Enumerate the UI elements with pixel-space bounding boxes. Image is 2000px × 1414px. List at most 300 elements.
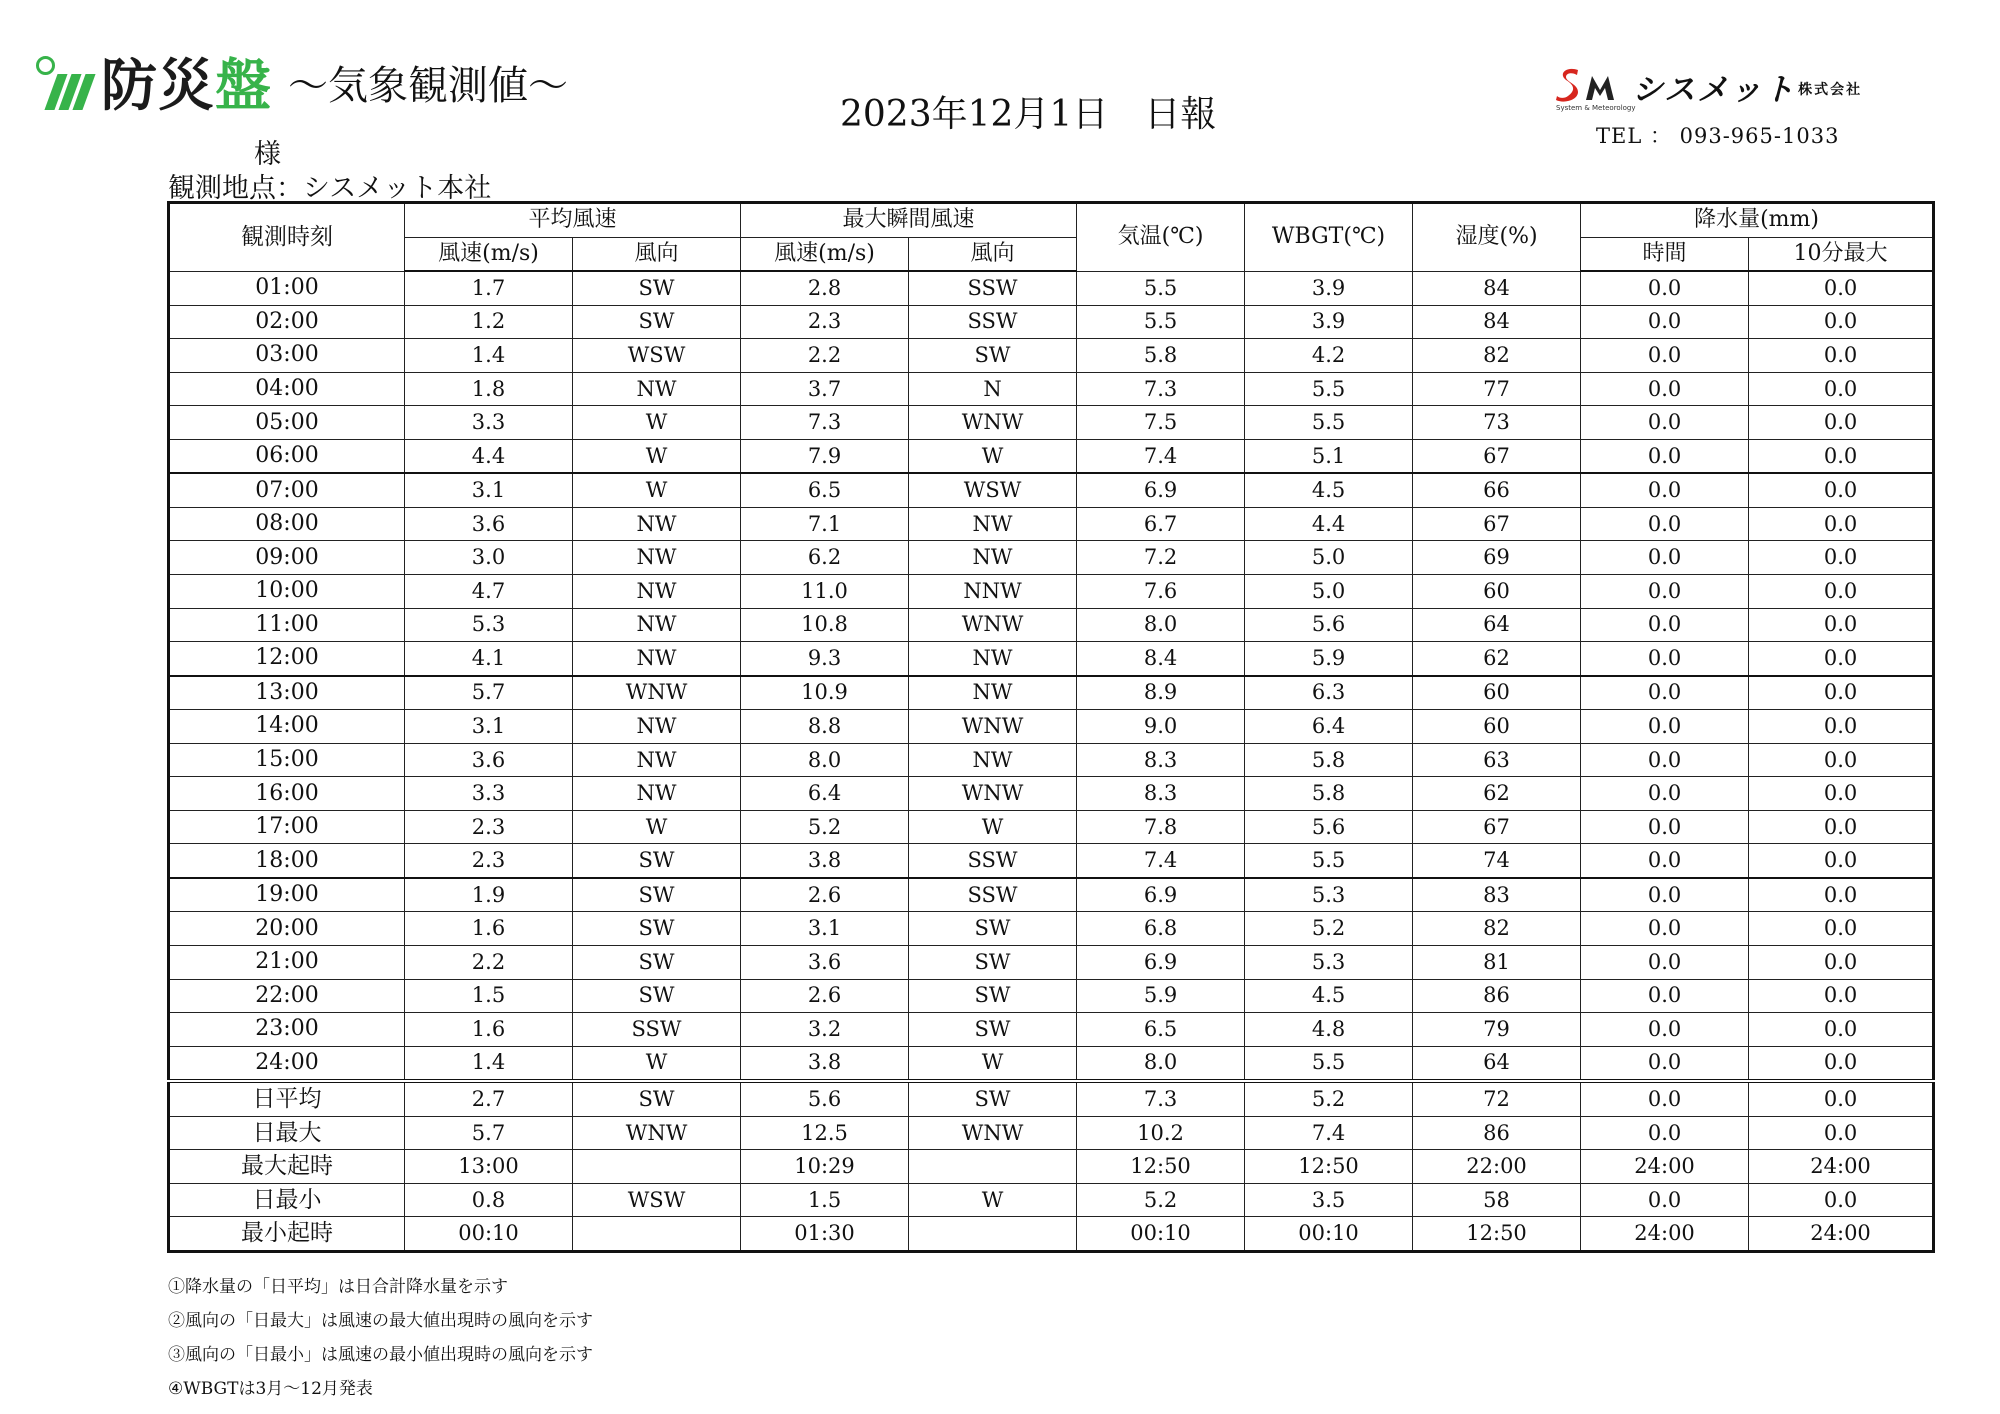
cell-precip-hourly: 0.0 [1581,339,1749,373]
cell-avg-speed: 4.4 [405,439,573,473]
cell-wbgt: 5.2 [1245,912,1413,946]
cell-precip-hourly: 0.0 [1581,642,1749,676]
cell-gust-direction: SSW [909,271,1077,305]
summary-row [169,1081,1934,1116]
cell-gust-speed: 7.9 [741,439,909,473]
cell-gust-direction: NNW [909,575,1077,609]
sm-logo-icon [1556,66,1626,102]
cell-wbgt: 5.5 [1245,406,1413,440]
cell-gust-direction: N [909,372,1077,406]
header-precip-hourly: 時間 [1581,237,1749,271]
cell-avg-direction: SW [573,305,741,339]
header-gust-direction: 風向 [909,237,1077,271]
cell-gust-speed: 3.8 [741,1046,909,1081]
cell-wbgt: 5.3 [1245,878,1413,912]
cell-avg-speed: 3.3 [405,777,573,811]
cell-time: 22:00 [169,979,405,1013]
cell-gust-direction [909,1150,1077,1184]
cell-wbgt: 6.3 [1245,676,1413,710]
cell-humidity: 67 [1413,507,1581,541]
cell-gust-direction: SW [909,912,1077,946]
cell-humidity: 82 [1413,339,1581,373]
table-row [169,372,1934,406]
cell-humidity: 86 [1413,1116,1581,1150]
cell-temperature: 6.9 [1077,473,1245,507]
cell-gust-speed: 2.2 [741,339,909,373]
cell-avg-speed: 2.3 [405,810,573,844]
cell-precip-hourly: 24:00 [1581,1217,1749,1252]
cell-precip-10min-max: 0.0 [1749,946,1934,980]
table-row [169,912,1934,946]
cell-gust-speed: 8.8 [741,710,909,744]
cell-temperature: 6.8 [1077,912,1245,946]
cell-temperature: 7.4 [1077,439,1245,473]
cell-temperature: 5.8 [1077,339,1245,373]
cell-avg-speed: 1.5 [405,979,573,1013]
cell-avg-speed: 3.1 [405,710,573,744]
observation-table [167,201,1935,1253]
cell-avg-direction: SW [573,271,741,305]
cell-temperature: 9.0 [1077,710,1245,744]
table-row [169,777,1934,811]
cell-precip-10min-max: 0.0 [1749,1013,1934,1047]
cell-time: 14:00 [169,710,405,744]
cell-precip-hourly: 0.0 [1581,541,1749,575]
cell-gust-speed: 6.5 [741,473,909,507]
cell-gust-direction: SSW [909,305,1077,339]
cell-humidity: 67 [1413,439,1581,473]
cell-time: 09:00 [169,541,405,575]
cell-precip-hourly: 0.0 [1581,1183,1749,1217]
cell-precip-hourly: 0.0 [1581,979,1749,1013]
cell-precip-10min-max: 24:00 [1749,1150,1934,1184]
cell-time: 15:00 [169,743,405,777]
cell-temperature: 8.3 [1077,777,1245,811]
cell-temperature: 10.2 [1077,1116,1245,1150]
cell-avg-speed: 5.7 [405,676,573,710]
cell-time: 11:00 [169,608,405,642]
cell-precip-10min-max: 0.0 [1749,541,1934,575]
cell-gust-speed: 2.8 [741,271,909,305]
cell-precip-hourly: 0.0 [1581,439,1749,473]
cell-gust-speed: 10:29 [741,1150,909,1184]
cell-wbgt: 4.2 [1245,339,1413,373]
notes [168,1272,593,1408]
table-row [169,507,1934,541]
cell-time: 01:00 [169,271,405,305]
cell-precip-10min-max: 0.0 [1749,844,1934,878]
cell-precip-10min-max: 0.0 [1749,912,1934,946]
cell-avg-speed: 3.6 [405,743,573,777]
cell-gust-speed: 2.6 [741,878,909,912]
cell-time: 最大起時 [169,1150,405,1184]
cell-wbgt: 5.0 [1245,541,1413,575]
cell-avg-speed: 4.7 [405,575,573,609]
cell-humidity: 64 [1413,608,1581,642]
cell-temperature: 6.7 [1077,507,1245,541]
cell-wbgt: 3.5 [1245,1183,1413,1217]
company-tel: TEL ： 093-965-1033 [1596,124,1840,148]
cell-gust-direction: SW [909,979,1077,1013]
cell-wbgt: 5.0 [1245,575,1413,609]
cell-time: 08:00 [169,507,405,541]
bousaiban-logo-icon [36,54,93,110]
table-row [169,406,1934,440]
cell-avg-speed: 2.7 [405,1081,573,1116]
cell-precip-hourly: 0.0 [1581,473,1749,507]
cell-wbgt: 4.5 [1245,473,1413,507]
cell-gust-direction: SW [909,946,1077,980]
cell-humidity: 84 [1413,305,1581,339]
table-row [169,946,1934,980]
table-row [169,743,1934,777]
cell-humidity: 22:00 [1413,1150,1581,1184]
cell-gust-direction: W [909,439,1077,473]
cell-gust-direction: NW [909,642,1077,676]
cell-time: 02:00 [169,305,405,339]
table-row [169,473,1934,507]
table-row [169,642,1934,676]
cell-wbgt: 5.5 [1245,372,1413,406]
header-max-gust: 最大瞬間風速 [741,203,1077,238]
cell-temperature: 7.5 [1077,406,1245,440]
cell-avg-speed: 5.3 [405,608,573,642]
cell-avg-speed: 13:00 [405,1150,573,1184]
cell-precip-10min-max: 0.0 [1749,372,1934,406]
cell-time: 04:00 [169,372,405,406]
cell-precip-hourly: 0.0 [1581,507,1749,541]
cell-avg-speed: 1.9 [405,878,573,912]
cell-wbgt: 4.5 [1245,979,1413,1013]
cell-time: 06:00 [169,439,405,473]
cell-gust-speed: 10.9 [741,676,909,710]
cell-gust-speed: 3.1 [741,912,909,946]
cell-temperature: 8.0 [1077,608,1245,642]
cell-time: 23:00 [169,1013,405,1047]
cell-avg-direction: SW [573,912,741,946]
cell-precip-hourly: 0.0 [1581,946,1749,980]
cell-precip-10min-max: 0.0 [1749,642,1934,676]
company-logo [1556,62,1886,116]
cell-humidity: 81 [1413,946,1581,980]
cell-gust-direction: WSW [909,473,1077,507]
note-item: ③風向の「日最小」は風速の最小値出現時の風向を示す [168,1345,593,1365]
cell-gust-direction: WNW [909,406,1077,440]
cell-gust-speed: 7.3 [741,406,909,440]
cell-avg-direction [573,1150,741,1184]
cell-temperature: 6.9 [1077,946,1245,980]
cell-temperature: 7.3 [1077,372,1245,406]
cell-avg-direction: NW [573,575,741,609]
table-row [169,710,1934,744]
cell-precip-10min-max: 0.0 [1749,575,1934,609]
cell-precip-hourly: 0.0 [1581,608,1749,642]
cell-temperature: 8.0 [1077,1046,1245,1081]
summary-row [169,1116,1934,1150]
cell-gust-direction: SSW [909,878,1077,912]
cell-precip-hourly: 0.0 [1581,1116,1749,1150]
cell-gust-speed: 5.6 [741,1081,909,1116]
cell-time: 日最小 [169,1183,405,1217]
cell-time: 24:00 [169,1046,405,1081]
cell-precip-hourly: 0.0 [1581,1081,1749,1116]
header-precip-10min-max: 10分最大 [1749,237,1934,271]
cell-wbgt: 6.4 [1245,710,1413,744]
header-avg-speed: 風速(m/s) [405,237,573,271]
cell-precip-10min-max: 24:00 [1749,1217,1934,1252]
cell-precip-hourly: 0.0 [1581,912,1749,946]
cell-avg-direction [573,1217,741,1252]
cell-avg-direction: NW [573,710,741,744]
cell-precip-hourly: 0.0 [1581,1013,1749,1047]
cell-avg-direction: SSW [573,1013,741,1047]
cell-avg-direction: WNW [573,676,741,710]
cell-humidity: 83 [1413,878,1581,912]
cell-avg-speed: 4.1 [405,642,573,676]
cell-avg-speed: 5.7 [405,1116,573,1150]
cell-precip-hourly: 24:00 [1581,1150,1749,1184]
cell-avg-speed: 00:10 [405,1217,573,1252]
cell-precip-hourly: 0.0 [1581,710,1749,744]
cell-time: 16:00 [169,777,405,811]
bousaiban-brand [36,50,568,119]
cell-avg-direction: W [573,439,741,473]
summary-row [169,1183,1934,1217]
table-row [169,575,1934,609]
cell-avg-speed: 1.6 [405,912,573,946]
cell-time: 最小起時 [169,1217,405,1252]
cell-avg-speed: 3.0 [405,541,573,575]
cell-wbgt: 5.9 [1245,642,1413,676]
cell-precip-10min-max: 0.0 [1749,305,1934,339]
cell-precip-hourly: 0.0 [1581,271,1749,305]
cell-gust-direction: NW [909,507,1077,541]
cell-precip-10min-max: 0.0 [1749,473,1934,507]
cell-gust-direction: SSW [909,844,1077,878]
cell-gust-speed: 3.6 [741,946,909,980]
table-row [169,339,1934,373]
cell-wbgt: 4.4 [1245,507,1413,541]
report-title: 2023年12月1日 日報 [840,94,1217,135]
cell-gust-direction: WNW [909,710,1077,744]
cell-precip-10min-max: 0.0 [1749,777,1934,811]
table-row [169,878,1934,912]
cell-precip-10min-max: 0.0 [1749,1183,1934,1217]
table-header [169,203,1934,272]
cell-humidity: 64 [1413,1046,1581,1081]
cell-time: 05:00 [169,406,405,440]
cell-gust-direction: NW [909,541,1077,575]
summary-row [169,1150,1934,1184]
cell-time: 03:00 [169,339,405,373]
cell-humidity: 62 [1413,777,1581,811]
cell-avg-speed: 3.3 [405,406,573,440]
cell-time: 20:00 [169,912,405,946]
cell-precip-10min-max: 0.0 [1749,1081,1934,1116]
cell-precip-10min-max: 0.0 [1749,676,1934,710]
cell-wbgt: 5.8 [1245,777,1413,811]
cell-gust-direction: WNW [909,608,1077,642]
cell-humidity: 58 [1413,1183,1581,1217]
table-row [169,810,1934,844]
cell-avg-direction: NW [573,507,741,541]
cell-precip-10min-max: 0.0 [1749,439,1934,473]
cell-precip-10min-max: 0.0 [1749,979,1934,1013]
cell-avg-direction: SW [573,979,741,1013]
cell-precip-10min-max: 0.0 [1749,1116,1934,1150]
cell-temperature: 00:10 [1077,1217,1245,1252]
cell-avg-direction: WSW [573,1183,741,1217]
cell-precip-hourly: 0.0 [1581,575,1749,609]
cell-gust-direction: W [909,810,1077,844]
table-row [169,271,1934,305]
cell-wbgt: 5.6 [1245,810,1413,844]
cell-time: 13:00 [169,676,405,710]
cell-humidity: 69 [1413,541,1581,575]
cell-avg-speed: 2.2 [405,946,573,980]
cell-temperature: 8.4 [1077,642,1245,676]
cell-avg-direction: NW [573,743,741,777]
cell-temperature: 8.3 [1077,743,1245,777]
table-row [169,439,1934,473]
cell-precip-hourly: 0.0 [1581,743,1749,777]
cell-humidity: 12:50 [1413,1217,1581,1252]
cell-gust-direction: SW [909,339,1077,373]
cell-precip-10min-max: 0.0 [1749,271,1934,305]
table-row [169,541,1934,575]
cell-gust-speed: 5.2 [741,810,909,844]
cell-gust-speed: 3.2 [741,1013,909,1047]
cell-gust-speed: 1.5 [741,1183,909,1217]
cell-avg-speed: 1.8 [405,372,573,406]
cell-humidity: 73 [1413,406,1581,440]
cell-humidity: 84 [1413,271,1581,305]
cell-temperature: 7.2 [1077,541,1245,575]
cell-time: 18:00 [169,844,405,878]
cell-wbgt: 5.8 [1245,743,1413,777]
cell-wbgt: 00:10 [1245,1217,1413,1252]
cell-time: 12:00 [169,642,405,676]
cell-temperature: 7.6 [1077,575,1245,609]
cell-precip-hourly: 0.0 [1581,844,1749,878]
header-avg-wind: 平均風速 [405,203,741,238]
cell-temperature: 6.9 [1077,878,1245,912]
cell-gust-speed: 3.7 [741,372,909,406]
brand-name: 防災盤 [101,54,272,119]
header-wbgt: WBGT(℃) [1245,203,1413,272]
cell-gust-speed: 6.2 [741,541,909,575]
table-row [169,305,1934,339]
cell-avg-direction: W [573,810,741,844]
cell-precip-hourly: 0.0 [1581,372,1749,406]
cell-wbgt: 4.8 [1245,1013,1413,1047]
cell-gust-direction: WNW [909,1116,1077,1150]
cell-precip-hourly: 0.0 [1581,1046,1749,1081]
cell-wbgt: 5.3 [1245,946,1413,980]
cell-precip-10min-max: 0.0 [1749,507,1934,541]
company-name: シスメット 株式会社 [1632,72,1863,108]
header-humidity: 湿度(%) [1413,203,1581,272]
cell-avg-speed: 3.6 [405,507,573,541]
table-row [169,1013,1934,1047]
cell-humidity: 72 [1413,1081,1581,1116]
company-subtitle: System & Meteorology [1556,104,1636,112]
cell-humidity: 67 [1413,810,1581,844]
header-precipitation: 降水量(mm) [1581,203,1934,238]
cell-gust-speed: 9.3 [741,642,909,676]
cell-humidity: 63 [1413,743,1581,777]
cell-precip-hourly: 0.0 [1581,676,1749,710]
cell-gust-speed: 10.8 [741,608,909,642]
header-avg-direction: 風向 [573,237,741,271]
cell-temperature: 12:50 [1077,1150,1245,1184]
cell-temperature: 5.2 [1077,1183,1245,1217]
cell-wbgt: 5.2 [1245,1081,1413,1116]
cell-precip-hourly: 0.0 [1581,406,1749,440]
cell-gust-speed: 2.6 [741,979,909,1013]
cell-precip-10min-max: 0.0 [1749,710,1934,744]
table-row [169,979,1934,1013]
cell-gust-direction: WNW [909,777,1077,811]
cell-gust-speed: 8.0 [741,743,909,777]
cell-avg-speed: 3.1 [405,473,573,507]
cell-avg-direction: NW [573,541,741,575]
cell-avg-direction: W [573,1046,741,1081]
cell-gust-direction: NW [909,743,1077,777]
note-item: ①降水量の「日平均」は日合計降水量を示す [168,1277,508,1297]
cell-precip-hourly: 0.0 [1581,305,1749,339]
cell-gust-speed: 2.3 [741,305,909,339]
cell-wbgt: 5.5 [1245,1046,1413,1081]
cell-humidity: 66 [1413,473,1581,507]
cell-temperature: 5.9 [1077,979,1245,1013]
cell-gust-direction [909,1217,1077,1252]
cell-avg-speed: 1.2 [405,305,573,339]
cell-temperature: 5.5 [1077,271,1245,305]
cell-precip-10min-max: 0.0 [1749,406,1934,440]
table-row [169,676,1934,710]
cell-temperature: 5.5 [1077,305,1245,339]
cell-gust-direction: W [909,1183,1077,1217]
cell-gust-direction: SW [909,1013,1077,1047]
cell-avg-direction: W [573,473,741,507]
cell-avg-direction: SW [573,878,741,912]
cell-avg-speed: 1.6 [405,1013,573,1047]
cell-humidity: 62 [1413,642,1581,676]
cell-gust-speed: 6.4 [741,777,909,811]
header-temperature: 気温(℃) [1077,203,1245,272]
cell-avg-direction: NW [573,608,741,642]
cell-wbgt: 5.1 [1245,439,1413,473]
cell-precip-10min-max: 0.0 [1749,1046,1934,1081]
customer-suffix: 様 [254,139,281,170]
cell-avg-speed: 1.4 [405,339,573,373]
cell-humidity: 82 [1413,912,1581,946]
cell-avg-direction: SW [573,946,741,980]
cell-avg-direction: NW [573,642,741,676]
cell-avg-direction: WSW [573,339,741,373]
cell-humidity: 60 [1413,575,1581,609]
table-row [169,844,1934,878]
cell-avg-direction: SW [573,1081,741,1116]
cell-humidity: 60 [1413,710,1581,744]
cell-wbgt: 3.9 [1245,271,1413,305]
cell-wbgt: 3.9 [1245,305,1413,339]
cell-time: 日平均 [169,1081,405,1116]
cell-precip-10min-max: 0.0 [1749,810,1934,844]
cell-avg-direction: NW [573,777,741,811]
cell-temperature: 7.8 [1077,810,1245,844]
